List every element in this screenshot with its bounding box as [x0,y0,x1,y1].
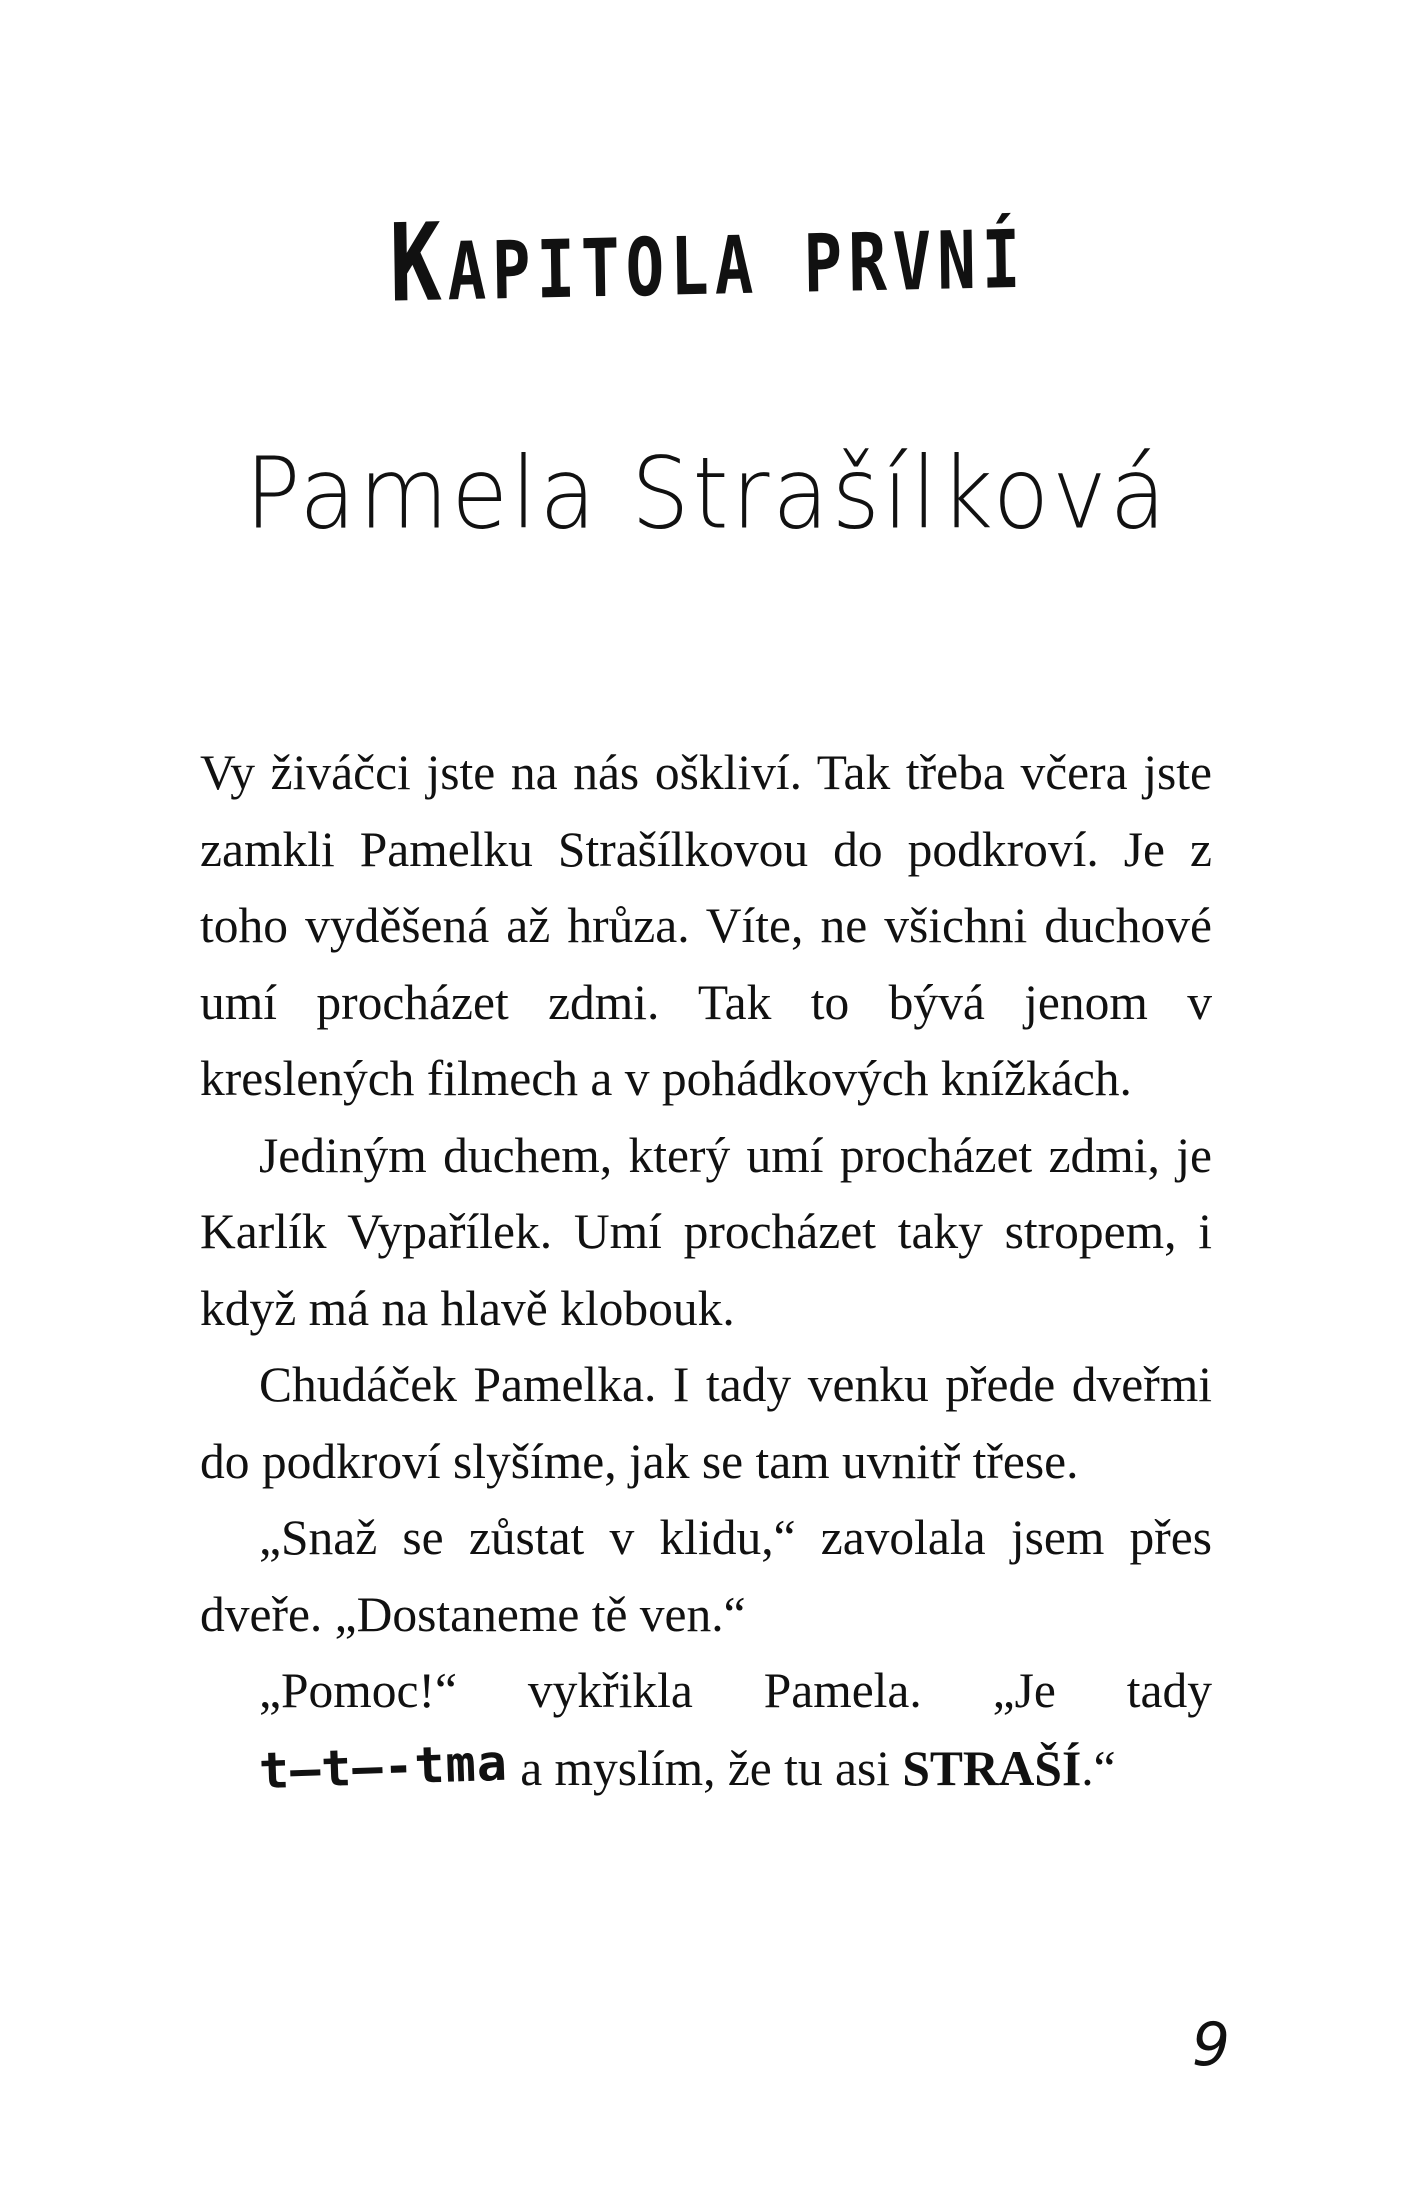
paragraph-2: Jediným duchem, který umí procházet zdmi, je Karlík Vypařílek. Umí procházet taky stropem, i když má na hlavě klobouk. [200,1127,1212,1336]
paragraph-3: Chudáček Pamelka. I tady venku přede dveřmi do podkroví slyšíme, jak se tam uvnitř třese. [200,1357,1212,1489]
body-text [200,735,1212,1807]
chapter-heading-initial: K [388,200,449,327]
paragraph-5 [200,1653,1212,1807]
page-number: 9 [1191,2010,1230,2080]
paragraph-5-start: „Pomoc!“ vykřikla Pamela. „Je tady [259,1663,1212,1718]
paragraph-4: „Snaž se zůstat v klidu,“ zavolala jsem přes dveře. „Dostaneme tě ven.“ [200,1510,1212,1642]
chapter-heading-rest: APITOLA PRVNÍ [446,214,1027,320]
stuttered-word: t–t–‑tma [258,1733,509,1800]
emphasized-word: STRAŠÍ [902,1740,1082,1796]
chapter-title: Pamela Strašílková [245,435,1169,552]
paragraph-5-middle: a myslím, že tu asi [507,1740,903,1796]
paragraph-1: Vy živáčci jste na nás oškliví. Tak třeba včera jste zamkli Pamelku Strašílkovou do podkroví. Je z toho vyděšená až hrůza. Víte, ne všichni duchové umí procházet zdmi. Tak to bývá jenom v kreslených filmech a v pohádkových knížkách. [200,745,1212,1106]
paragraph-5-end: .“ [1081,1740,1116,1796]
chapter-heading [0,180,1414,336]
